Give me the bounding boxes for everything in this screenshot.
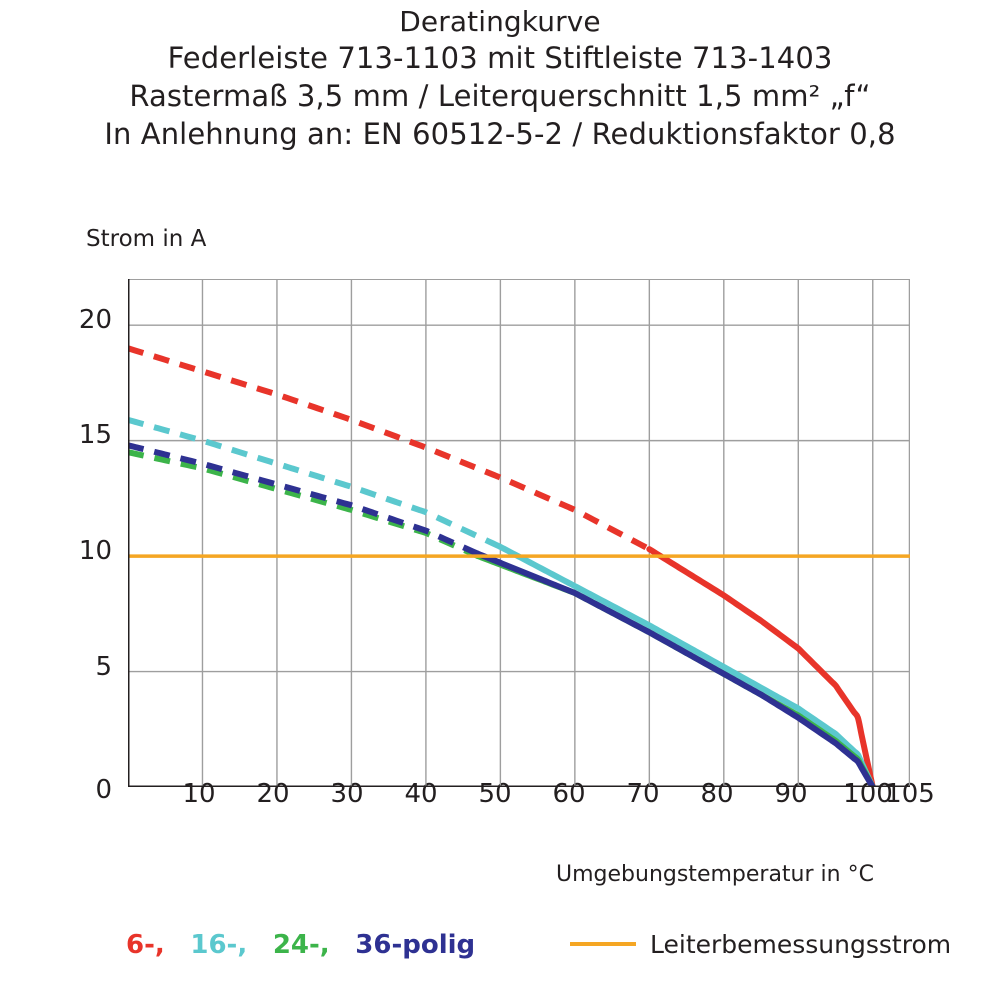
x-tick-40: 40 bbox=[404, 779, 438, 809]
chart-plot-area bbox=[128, 279, 910, 787]
y-tick-4: 20 bbox=[78, 305, 112, 335]
y-axis-label: Strom in A bbox=[86, 226, 207, 252]
y-tick-0: 0 bbox=[95, 775, 112, 805]
legend-rated-current-label: Leiterbemessungsstrom bbox=[650, 930, 952, 959]
x-tick-80: 80 bbox=[700, 779, 734, 809]
legend-36-polig: 36-polig bbox=[355, 930, 476, 960]
x-tick-60: 60 bbox=[552, 779, 586, 809]
x-tick-10: 10 bbox=[182, 779, 216, 809]
chart-title-block bbox=[0, 4, 1000, 153]
x-tick-90: 90 bbox=[774, 779, 808, 809]
legend-16-polig: 16-, bbox=[190, 930, 248, 960]
legend-series-group bbox=[126, 930, 475, 960]
title-line-1: Deratingkurve bbox=[399, 5, 601, 38]
series-16-polig-dashed bbox=[128, 420, 500, 547]
x-axis-label: Umgebungstemperatur in °C bbox=[556, 862, 874, 887]
series-lines bbox=[128, 348, 910, 787]
x-tick-20: 20 bbox=[256, 779, 290, 809]
series-36-polig-solid bbox=[478, 554, 873, 787]
y-tick-3: 15 bbox=[78, 420, 112, 450]
chart-legend bbox=[0, 930, 1000, 990]
title-line-4: In Anlehnung an: EN 60512-5-2 / Reduktionsfaktor 0,8 bbox=[104, 116, 896, 151]
x-tick-105: 105 bbox=[885, 779, 935, 809]
x-tick-30: 30 bbox=[330, 779, 364, 809]
series-6-polig-solid bbox=[649, 549, 872, 787]
title-line-3: Rastermaß 3,5 mm / Leiterquerschnitt 1,5 mm² „f“ bbox=[129, 79, 871, 114]
title-line-2: Federleiste 713-1103 mit Stiftleiste 713-1403 bbox=[167, 41, 833, 76]
x-tick-70: 70 bbox=[626, 779, 660, 809]
x-tick-50: 50 bbox=[478, 779, 512, 809]
x-tick-100: 100 bbox=[843, 779, 893, 809]
legend-rated-current-swatch bbox=[570, 942, 636, 946]
y-tick-1: 5 bbox=[95, 652, 112, 682]
legend-6-polig: 6-, bbox=[126, 930, 165, 960]
y-tick-2: 10 bbox=[78, 536, 112, 566]
legend-rated-current bbox=[570, 930, 951, 959]
legend-24-polig: 24-, bbox=[272, 930, 330, 960]
